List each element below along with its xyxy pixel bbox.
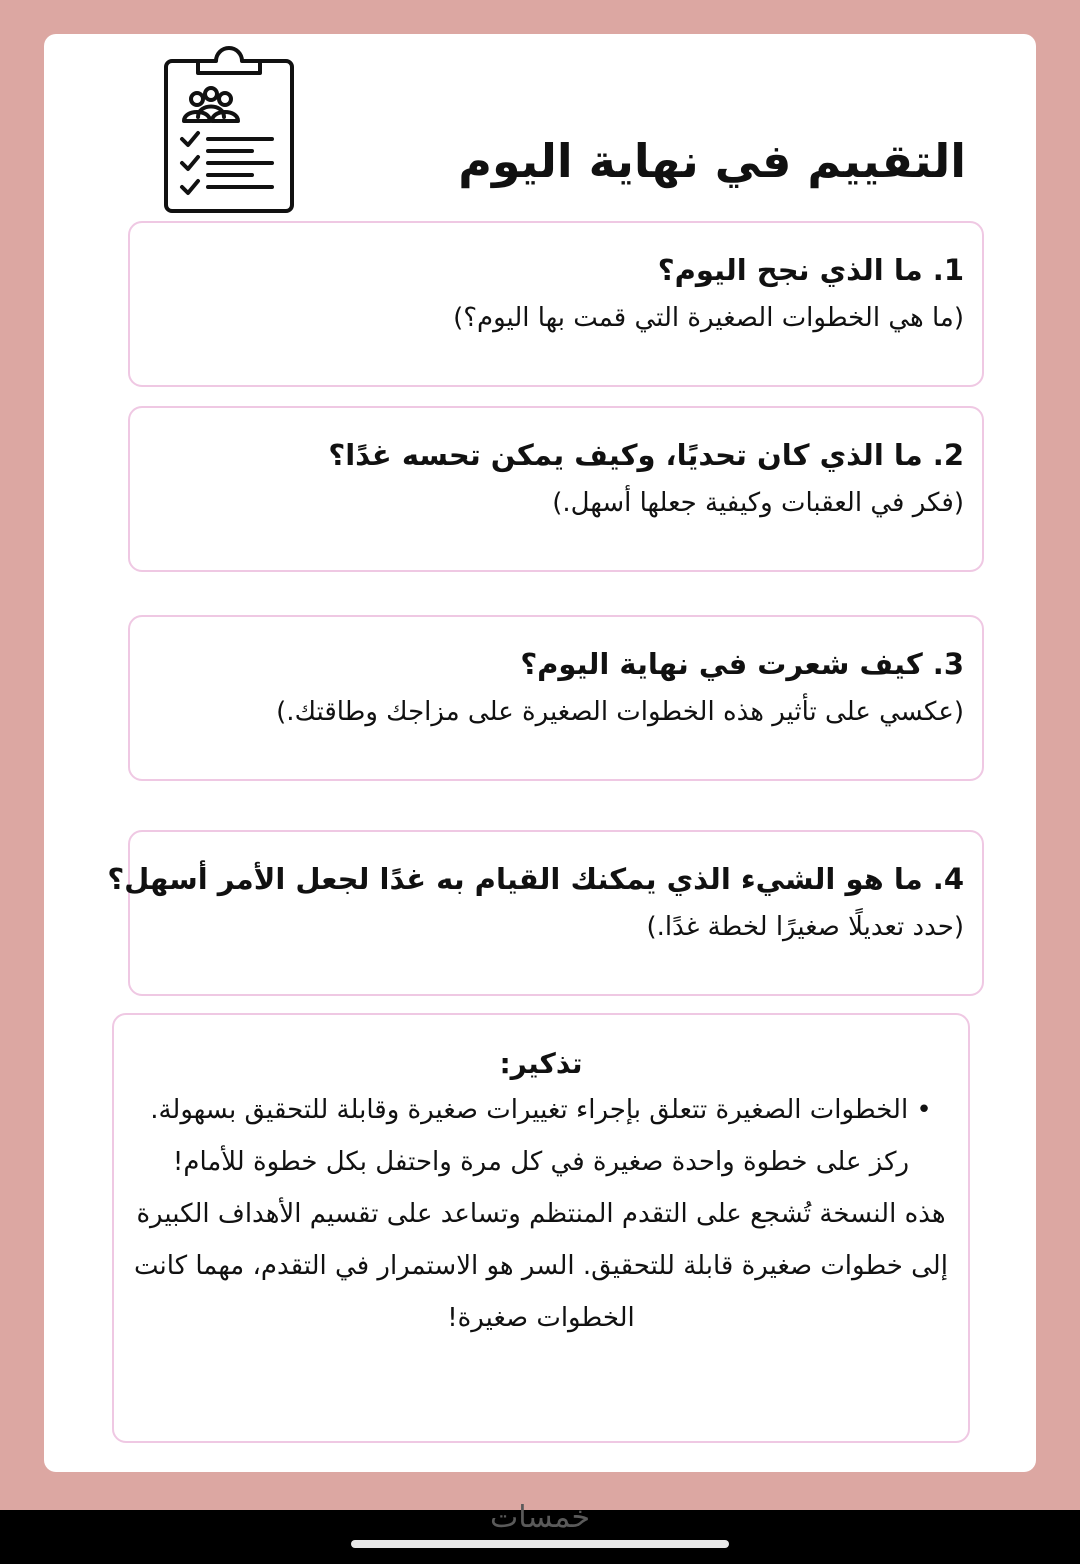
- home-indicator[interactable]: [351, 1540, 729, 1548]
- worksheet: [44, 34, 1036, 1472]
- question-card-3: [128, 615, 984, 781]
- question-heading: 1. ما الذي نجح اليوم؟: [657, 253, 964, 287]
- reminder-box: [112, 1013, 970, 1443]
- reminder-text-2: هذه النسخة تُشجع على التقدم المنتظم وتساعد على تقسيم الأهداف الكبيرة إلى خطوات صغيرة قابلة للتحقيق. السر هو الاستمرار في التقدم، مهما كانت الخطوات صغيرة!: [134, 1199, 948, 1333]
- question-hint: (ما هي الخطوات الصغيرة التي قمت بها اليوم؟): [453, 303, 964, 333]
- question-hint: (فكر في العقبات وكيفية جعلها أسهل.): [552, 488, 964, 518]
- reminder-text-1: • الخطوات الصغيرة تتعلق بإجراء تغييرات صغيرة وقابلة للتحقيق بسهولة. ركز على خطوة واحدة صغيرة في كل مرة واحتفل بكل خطوة للأمام!: [150, 1095, 932, 1177]
- reminder-title: تذكير:: [499, 1047, 583, 1080]
- question-hint: (حدد تعديلًا صغيرًا لخطة غدًا.): [646, 912, 964, 942]
- question-hint: (عكسي على تأثير هذه الخطوات الصغيرة على مزاجك وطاقتك.): [276, 697, 964, 727]
- page-title: التقييم في نهاية اليوم: [458, 134, 966, 188]
- question-heading: 3. كيف شعرت في نهاية اليوم؟: [520, 647, 964, 681]
- question-heading: 4. ما هو الشيء الذي يمكنك القيام به غدًا لجعل الأمر أسهل؟: [107, 862, 964, 896]
- clipboard-checklist-icon: [162, 37, 296, 213]
- question-card-2: [128, 406, 984, 572]
- question-card-4: [107, 830, 984, 996]
- question-card-1: [128, 221, 984, 387]
- watermark: خمسات: [489, 1500, 591, 1535]
- question-heading: 2. ما الذي كان تحديًا، وكيف يمكن تحسه غدًا؟: [328, 438, 964, 472]
